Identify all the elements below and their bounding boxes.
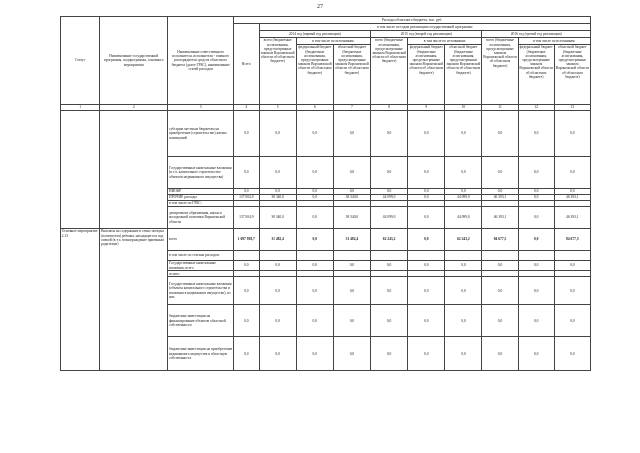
value-cell: 0,0 bbox=[482, 157, 518, 189]
value-cell: 0,0 bbox=[234, 111, 259, 157]
value-cell: 0,0 bbox=[333, 189, 370, 195]
value-cell: 0,0 bbox=[333, 337, 370, 371]
value-cell: 0,0 bbox=[408, 277, 445, 305]
value-cell: 0,0 bbox=[234, 189, 259, 195]
value-cell: 0,0 bbox=[445, 260, 482, 270]
row-label: Государственные капитальные вложения (объекты капитального строительства и вложения в недвижимое имущество), из них bbox=[168, 277, 234, 305]
header-expenses-title: Расходы областного бюджета, тыс. руб. bbox=[234, 17, 591, 24]
value-cell: 0,0 bbox=[554, 277, 590, 305]
row-label: департамент образования, науки и молодежной политики Воронежской области bbox=[168, 206, 234, 228]
value-cell: 1 697 938,7 bbox=[234, 228, 259, 250]
event-name: Выплаты на содержание в семье опекуна (попечителя) ребенка, находящегося под опекой (в т.ч. вознаграждение приемным родителям) bbox=[100, 228, 168, 370]
value-cell: 0,0 bbox=[296, 189, 333, 195]
column-number-cell: 2 bbox=[100, 105, 168, 111]
value-cell: 0,0 bbox=[408, 157, 445, 189]
header-by-years: в том числе по годам реализации государственной программы bbox=[259, 24, 590, 31]
value-cell: 0,0 bbox=[333, 305, 370, 337]
value-cell: 0,0 bbox=[296, 157, 333, 189]
value-cell: 0,0 bbox=[408, 305, 445, 337]
value-cell: 0,0 bbox=[554, 337, 590, 371]
value-cell bbox=[518, 250, 554, 260]
column-number-cell: 11 bbox=[482, 105, 518, 111]
value-cell: 0,0 bbox=[259, 260, 296, 270]
value-cell bbox=[296, 250, 333, 260]
row-label: бюджетные инвестиции на финансирование объектов областной собственности bbox=[168, 305, 234, 337]
budget-table bbox=[60, 16, 591, 371]
value-cell: 0,0 bbox=[482, 260, 518, 270]
value-cell: 0,0 bbox=[259, 111, 296, 157]
value-cell: 0,0 bbox=[518, 305, 554, 337]
value-cell: 84 677,5 bbox=[482, 228, 518, 250]
value-cell: 0,0 bbox=[408, 189, 445, 195]
row-label: субсидии местным бюджетам на приобретение (строительство) жилых помещений bbox=[168, 111, 234, 157]
header-federal-2016: федеральный бюджет (бюджетные ассигнования, предусмотренные законом Воронежской области об областном бюджете) bbox=[518, 45, 554, 105]
column-number-cell: 6 bbox=[296, 105, 333, 111]
row-label: бюджетные инвестиции на приобретение недвижимого имущества в областную собственность bbox=[168, 337, 234, 371]
table-row bbox=[61, 111, 591, 157]
value-cell: 0,0 bbox=[554, 157, 590, 189]
table-row bbox=[61, 228, 591, 250]
column-number-cell: 4 bbox=[234, 105, 259, 111]
row-label: в том числе по статьям расходов: bbox=[168, 250, 234, 260]
value-cell: 0,0 bbox=[408, 260, 445, 270]
value-cell: 0,0 bbox=[371, 157, 408, 189]
value-cell: 0,0 bbox=[234, 337, 259, 371]
value-cell: 0,0 bbox=[445, 111, 482, 157]
column-number-cell: 10 bbox=[445, 105, 482, 111]
value-cell: 0,0 bbox=[408, 228, 445, 250]
header-status: Статус bbox=[61, 17, 100, 105]
header-regional-2015: областной бюджет (бюджетные ассигнования, предусмотренные законом Воронежской области об областном бюджете) bbox=[445, 45, 482, 105]
column-number-cell: 5 bbox=[259, 105, 296, 111]
value-cell: 31 482,4 bbox=[333, 228, 370, 250]
value-cell: 0,0 bbox=[371, 260, 408, 270]
value-cell: 46 393,1 bbox=[482, 194, 518, 200]
value-cell: 0,0 bbox=[234, 157, 259, 189]
value-cell: 0,0 bbox=[554, 260, 590, 270]
value-cell: 62 243,2 bbox=[371, 228, 408, 250]
header-year-2016: 2016 год (третий год реализации) bbox=[482, 31, 591, 38]
value-cell: 0,0 bbox=[482, 111, 518, 157]
column-number-cell: 9 bbox=[408, 105, 445, 111]
value-cell: 44 099,0 bbox=[371, 194, 408, 200]
value-cell: 0,0 bbox=[259, 157, 296, 189]
value-cell bbox=[482, 250, 518, 260]
value-cell: 0,0 bbox=[518, 111, 554, 157]
value-cell: 0,0 bbox=[296, 194, 333, 200]
header-total: Всего bbox=[234, 24, 259, 105]
value-cell: 0,0 bbox=[518, 228, 554, 250]
value-cell: 0,0 bbox=[296, 260, 333, 270]
event-status: Основное мероприятие 2.13 bbox=[61, 228, 100, 370]
value-cell: 38 340,0 bbox=[259, 206, 296, 228]
value-cell: 46 393,1 bbox=[554, 194, 590, 200]
value-cell: 44 099,0 bbox=[371, 206, 408, 228]
value-cell: 0,0 bbox=[333, 277, 370, 305]
column-number-cell: 3 bbox=[168, 105, 234, 111]
value-cell: 0,0 bbox=[445, 277, 482, 305]
value-cell: 0,0 bbox=[445, 157, 482, 189]
value-cell: 0,0 bbox=[482, 277, 518, 305]
value-cell: 0,0 bbox=[408, 206, 445, 228]
column-number-cell: 1 bbox=[61, 105, 100, 111]
value-cell: 0,0 bbox=[482, 189, 518, 195]
header-all-2016: всего (бюджетные ассигнования, предусмотренные законом Воронежской области об областном бюджете) bbox=[482, 38, 518, 105]
value-cell bbox=[408, 250, 445, 260]
value-cell: 0,0 bbox=[518, 277, 554, 305]
value-cell: 0,0 bbox=[408, 337, 445, 371]
row-label: в том числе по ГРБС: bbox=[168, 200, 234, 206]
value-cell: 0,0 bbox=[234, 277, 259, 305]
value-cell: 38 340,0 bbox=[259, 194, 296, 200]
value-cell: 0,0 bbox=[296, 305, 333, 337]
value-cell: 0,0 bbox=[482, 305, 518, 337]
value-cell: 0,0 bbox=[296, 337, 333, 371]
value-cell: 0,0 bbox=[259, 305, 296, 337]
value-cell: 84 677,5 bbox=[554, 228, 590, 250]
value-cell: 0,0 bbox=[445, 305, 482, 337]
value-cell: 0,0 bbox=[518, 337, 554, 371]
status-cell bbox=[61, 111, 100, 229]
row-label: всего bbox=[168, 228, 234, 250]
header-executor: Наименование ответственного исполнителя, исполнителя - главного распорядителя средств областного бюджета (далее ГРБС), наименование статей расходов bbox=[168, 17, 234, 105]
value-cell: 0,0 bbox=[371, 305, 408, 337]
header-program-name: Наименование государственной программы, подпрограммы, основного мероприятия bbox=[100, 17, 168, 105]
value-cell: 0,0 bbox=[296, 228, 333, 250]
header-year-2015: 2015 год (второй год реализации) bbox=[371, 31, 482, 38]
value-cell: 0,0 bbox=[333, 157, 370, 189]
header-regional-2016: областной бюджет (бюджетные ассигнования, предусмотренные законом Воронежской области об областном бюджете) bbox=[554, 45, 590, 105]
header-all-2015: всего (бюджетные ассигнования, предусмотренные законом Воронежской области об областном бюджете) bbox=[371, 38, 408, 105]
value-cell: 31 482,4 bbox=[259, 228, 296, 250]
value-cell: 137 004,9 bbox=[234, 206, 259, 228]
value-cell: 0,0 bbox=[296, 111, 333, 157]
value-cell: 0,0 bbox=[518, 189, 554, 195]
value-cell: 62 243,2 bbox=[445, 228, 482, 250]
value-cell: 0,0 bbox=[445, 337, 482, 371]
value-cell: 0,0 bbox=[518, 206, 554, 228]
value-cell: 0,0 bbox=[234, 260, 259, 270]
value-cell: 0,0 bbox=[554, 305, 590, 337]
value-cell: 0,0 bbox=[259, 277, 296, 305]
value-cell: 137 004,9 bbox=[234, 194, 259, 200]
page-number: 27 bbox=[317, 4, 323, 10]
value-cell: 46 393,1 bbox=[482, 206, 518, 228]
header-regional-2014: областной бюджет (бюджетные ассигнования, предусмотренные законом Воронежской области об областном бюджете) bbox=[333, 45, 370, 105]
value-cell: 0,0 bbox=[234, 305, 259, 337]
value-cell: 0,0 bbox=[296, 277, 333, 305]
header-federal-2014: федеральный бюджет (бюджетные ассигнования, предусмотренные законом Воронежской области об областном бюджете) bbox=[296, 45, 333, 105]
value-cell: 0,0 bbox=[259, 189, 296, 195]
value-cell: 0,0 bbox=[371, 277, 408, 305]
row-label: Государственные капитальные вложения, всего bbox=[168, 260, 234, 270]
value-cell: 0,0 bbox=[554, 189, 590, 195]
value-cell bbox=[554, 250, 590, 260]
column-number-cell: 13 bbox=[554, 105, 590, 111]
value-cell bbox=[371, 250, 408, 260]
value-cell bbox=[445, 250, 482, 260]
value-cell: 0,0 bbox=[371, 111, 408, 157]
column-number-cell: 7 bbox=[333, 105, 370, 111]
value-cell: 0,0 bbox=[554, 111, 590, 157]
value-cell: 0,0 bbox=[333, 260, 370, 270]
value-cell bbox=[333, 250, 370, 260]
row-label: из них: bbox=[168, 271, 234, 277]
value-cell bbox=[234, 250, 259, 260]
value-cell: 0,0 bbox=[482, 337, 518, 371]
value-cell bbox=[259, 250, 296, 260]
header-by-sources-2015: в том числе по источникам: bbox=[408, 38, 482, 45]
value-cell: 0,0 bbox=[259, 337, 296, 371]
value-cell: 0,0 bbox=[408, 194, 445, 200]
header-all-2014: всего (бюджетные ассигнования, предусмотренные законом Воронежской области об областном бюджете) bbox=[259, 38, 296, 105]
value-cell: 0,0 bbox=[408, 111, 445, 157]
value-cell: 0,0 bbox=[296, 206, 333, 228]
value-cell: 44 099,0 bbox=[445, 206, 482, 228]
value-cell: 46 393,1 bbox=[554, 206, 590, 228]
header-by-sources-2016: в том числе по источникам: bbox=[518, 38, 590, 45]
row-label: Государственные капитальные вложения (в т.ч. капитальное строительство объектов недвижимого имущества) bbox=[168, 157, 234, 189]
header-by-sources-2014: в том числе по источникам: bbox=[296, 38, 370, 45]
header-year-2014: 2014 год (первый год реализации) bbox=[259, 31, 370, 38]
value-cell: 0,0 bbox=[445, 189, 482, 195]
value-cell: 44 099,0 bbox=[445, 194, 482, 200]
value-cell: 0,0 bbox=[371, 337, 408, 371]
column-number-cell: 8 bbox=[371, 105, 408, 111]
value-cell: 0,0 bbox=[518, 260, 554, 270]
value-cell: 0,0 bbox=[333, 111, 370, 157]
row-label: ПРОЧИЕ расходы bbox=[168, 194, 234, 200]
value-cell: 38 340,0 bbox=[333, 206, 370, 228]
value-cell: 0,0 bbox=[371, 189, 408, 195]
value-cell: 38 340,0 bbox=[333, 194, 370, 200]
row-label: НИОКР bbox=[168, 189, 234, 195]
header-federal-2015: федеральный бюджет (бюджетные ассигнования, предусмотренные законом Воронежской области об областном бюджете) bbox=[408, 45, 445, 105]
value-cell: 0,0 bbox=[518, 194, 554, 200]
value-cell: 0,0 bbox=[518, 157, 554, 189]
program-cell bbox=[100, 111, 168, 229]
column-number-cell: 12 bbox=[518, 105, 554, 111]
